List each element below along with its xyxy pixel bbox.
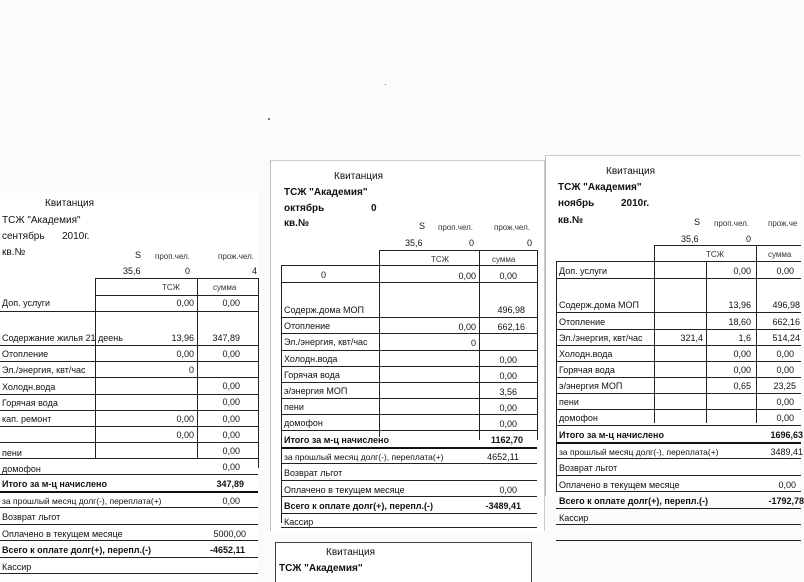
due-label: Всего к оплате долг(+), перепл.(-) xyxy=(284,501,434,511)
row-label: Отопление xyxy=(2,349,49,359)
row-sum: 0,00 xyxy=(222,298,240,308)
row-tsj: 0,00 xyxy=(176,414,194,424)
row-label: Холодн.вода xyxy=(2,382,56,392)
row-sum: 0,00 xyxy=(222,397,240,407)
row-tsj: 0 xyxy=(470,338,476,348)
refund-label: Возврат льгот xyxy=(2,512,61,522)
year: 2010г. xyxy=(621,198,650,209)
apartment-label: кв.№ xyxy=(2,247,26,258)
row-sum: 0,00 xyxy=(222,414,240,424)
row-tsj: 0,00 xyxy=(176,430,194,440)
prev-label: за прошлый месяц долг(-), переплата(+) xyxy=(2,496,162,506)
row-tsj: 13,96 xyxy=(728,300,751,310)
col-sum-header: сумма xyxy=(213,283,237,292)
registered-label: проп.чел. xyxy=(155,252,191,261)
row-label: домофон xyxy=(2,464,41,474)
due-value: -3489,41 xyxy=(485,501,521,511)
row-label: Содерж.дома МОП xyxy=(559,300,640,310)
row-label: Эл./энергия, квт/час xyxy=(559,333,643,343)
row-label: э/энергия МОП xyxy=(284,386,348,396)
area-label: S xyxy=(694,217,701,227)
row-sum: 0,00 xyxy=(776,365,794,375)
area-value: 35,6 xyxy=(123,266,141,276)
registered-value: 0 xyxy=(746,234,752,244)
row-label: пени xyxy=(284,402,304,412)
registered-label: проп.чел. xyxy=(438,223,474,232)
month: сентябрь xyxy=(2,231,45,242)
year: 0 xyxy=(371,203,377,214)
row-label: Отопление xyxy=(284,321,331,331)
residents-label: прож.чел. xyxy=(494,223,530,232)
due-value: -4652,11 xyxy=(209,545,245,555)
registered-label: проп.чел. xyxy=(714,219,750,228)
registered-value: 0 xyxy=(185,266,191,276)
prev-label: за прошлый месяц долг(-), переплата(+) xyxy=(284,452,444,462)
row-tsj: 0,00 xyxy=(733,266,751,276)
row-sum: 0,00 xyxy=(499,271,517,281)
scan-speck xyxy=(268,118,270,120)
row-label: Горячая вода xyxy=(284,370,340,380)
receipt-title: Квитанция xyxy=(45,198,95,209)
receipt-title: Квитанция xyxy=(334,171,384,182)
area-value: 35,6 xyxy=(681,234,699,244)
receipt-november xyxy=(545,155,804,523)
row-sum: 0,00 xyxy=(222,446,240,456)
row-kwh: 321,4 xyxy=(680,333,703,343)
org-name: ТСЖ "Академия" xyxy=(279,563,363,574)
row-sum: 23,25 xyxy=(773,381,796,391)
col-tsj-header: ТСЖ xyxy=(431,255,450,264)
row-sum: 0,00 xyxy=(776,413,794,423)
row-label: пени xyxy=(2,448,22,458)
paid-label: Оплачено в текущем месяце xyxy=(284,485,405,495)
org-name: ТСЖ "Академия" xyxy=(2,215,81,226)
receipt-title: Квитанция xyxy=(326,547,376,558)
due-value: -1792,78 xyxy=(768,496,804,506)
row-tsj: 0 xyxy=(188,365,194,375)
paid-label: Оплачено в текущем месяце xyxy=(559,480,680,490)
apartment-label: кв.№ xyxy=(284,218,310,229)
total-label: Итого за м-ц начислено xyxy=(2,479,107,489)
area-value: 35,6 xyxy=(405,238,423,248)
prev-label: за прошлый месяц долг(-), переплата(+) xyxy=(559,447,719,457)
row-sum: 0,00 xyxy=(776,349,794,359)
row-label: кап. ремонт xyxy=(2,414,52,424)
residents-value: 0 xyxy=(527,238,533,248)
org-name: ТСЖ "Академия" xyxy=(558,182,642,193)
year: 2010г. xyxy=(62,231,90,242)
row-label: домофон xyxy=(284,418,323,428)
row-label: Доп. услуги xyxy=(2,298,51,308)
receipt-title: Квитанция xyxy=(606,166,656,177)
total-label: Итого за м-ц начислено xyxy=(559,430,664,440)
receipt-partial xyxy=(275,542,532,582)
prev-value: 4652,11 xyxy=(487,452,519,462)
row-label: Холодн.вода xyxy=(559,349,613,359)
total-value: 347,89 xyxy=(216,479,244,489)
row-sum: 496,98 xyxy=(497,305,525,315)
row-tsj: 0,00 xyxy=(733,365,751,375)
row-sum: 0,00 xyxy=(499,355,517,365)
month: ноябрь xyxy=(558,198,595,209)
registered-value: 0 xyxy=(469,238,475,248)
due-label: Всего к оплате долг(+), перепл.(-) xyxy=(2,545,152,555)
cashier-label: Кассир xyxy=(2,562,32,572)
row-sum: 347,89 xyxy=(212,333,240,343)
due-label: Всего к оплате долг(+), перепл.(-) xyxy=(559,496,709,506)
area-label: S xyxy=(135,250,142,260)
row-tsj: 0,00 xyxy=(458,322,476,332)
row-sum: 514,24 xyxy=(772,333,800,343)
row-sum: 0,00 xyxy=(499,419,517,429)
row-label: Отопление xyxy=(559,317,606,327)
col-tsj-header: ТСЖ xyxy=(706,250,725,259)
cashier-label: Кассир xyxy=(284,517,314,527)
row-sum: 662,16 xyxy=(497,322,525,332)
receipt-october xyxy=(270,160,545,531)
row-sum: 662,16 xyxy=(772,317,800,327)
row-label: Эл./энергия, квт/час xyxy=(2,365,86,375)
row-label: Содержание жилья 21 деень xyxy=(2,333,123,343)
col-tsj-header: ТСЖ xyxy=(162,283,181,292)
prev-value: 3489,41 xyxy=(770,447,803,457)
total-value: 1162,70 xyxy=(490,435,523,445)
row-sum: 3,56 xyxy=(499,387,517,397)
row-left-value: 0 xyxy=(321,270,327,280)
row-sum: 0,00 xyxy=(776,266,794,276)
row-label: Горячая вода xyxy=(2,398,58,408)
row-tsj: 0,00 xyxy=(176,349,194,359)
refund-label: Возврат льгот xyxy=(284,468,343,478)
row-sum: 0,00 xyxy=(222,430,240,440)
row-label: э/энергия МОП xyxy=(559,381,623,391)
residents-label: прож.чел. xyxy=(218,252,254,261)
col-sum-header: сумма xyxy=(768,250,792,259)
col-sum-header: сумма xyxy=(492,255,516,264)
residents-value: 4 xyxy=(252,266,258,276)
row-sum: 0,00 xyxy=(222,349,240,359)
row-sum: 0,00 xyxy=(499,371,517,381)
row-tsj: 18,60 xyxy=(728,317,751,327)
row-label: Холодн.вода xyxy=(284,354,338,364)
row-sum: 0,00 xyxy=(222,381,240,391)
row-label: Содерж.дома МОП xyxy=(284,305,365,315)
cashier-label: Кассир xyxy=(559,513,589,523)
row-label: домофон xyxy=(559,413,598,423)
prev-value: 0,00 xyxy=(222,496,240,506)
refund-label: Возврат льгот xyxy=(559,463,618,473)
row-label: Доп. услуги xyxy=(559,266,608,276)
paid-value: 5000,00 xyxy=(213,529,246,539)
row-sum: 0,00 xyxy=(499,403,517,413)
row-sum: 0,00 xyxy=(776,397,794,407)
row-label: Эл./энергия, квт/час xyxy=(284,337,368,347)
apartment-label: кв.№ xyxy=(558,215,584,226)
row-label: Горячая вода xyxy=(559,365,615,375)
total-label: Итого за м-ц начислено xyxy=(284,435,389,445)
row-sum: 496,98 xyxy=(772,300,800,310)
residents-label: прож.че xyxy=(768,219,798,228)
row-tsj: 0,00 xyxy=(458,271,476,281)
row-tsj: 13,96 xyxy=(171,333,194,343)
row-tsj: 0,65 xyxy=(733,381,751,391)
month: октябрь xyxy=(284,203,325,214)
scan-speck xyxy=(385,84,386,85)
row-tsj: 1,6 xyxy=(738,333,751,343)
area-label: S xyxy=(419,221,426,231)
receipt-september xyxy=(0,193,258,581)
paid-label: Оплачено в текущем месяце xyxy=(2,529,123,539)
row-label: пени xyxy=(559,397,579,407)
row-tsj: 0,00 xyxy=(176,298,194,308)
row-tsj: 0,00 xyxy=(733,349,751,359)
paid-value: 0,00 xyxy=(778,480,796,490)
row-sum: 0,00 xyxy=(222,462,240,472)
total-value: 1696,63 xyxy=(770,430,803,440)
paid-value: 0,00 xyxy=(499,485,517,495)
org-name: ТСЖ "Академия" xyxy=(284,187,368,198)
